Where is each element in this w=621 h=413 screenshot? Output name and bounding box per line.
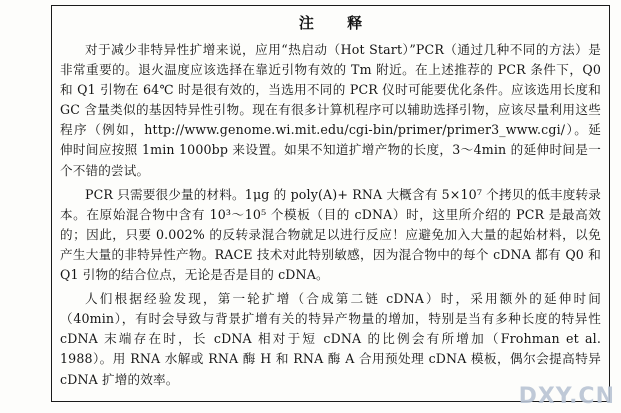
notes-box <box>51 5 610 402</box>
notes-paragraph-2: PCR 只需要很少量的材料。1μg 的 poly(A)+ RNA 大概含有 5×10⁷ 个拷贝的低丰度转录本。在原始混合物中含有 10³～10⁵ 个模板（目的 cDNA）时，这里所介绍的 PCR 是最高效的；因此，只要 0.002% 的反转录混合物就足以进行反应！应避免加入大量的起始材料，以免产生大量的非特异性产物。RACE 技术对此特别敏感，因为混合物中的每个 cDNA 都有 Q0 和 Q1 引物的结合位点，无论是否是目的 cDNA。 <box>60 186 601 283</box>
notes-paragraph-1: 对于减少非特异性扩增来说，应用“热启动（Hot Start）”PCR（通过几种不同的方法）是非常重要的。退火温度应该选择在靠近引物有效的 Tm 附近。在上述推荐的 PCR 条件下，Q0 和 Q1 引物在 64℃ 时是很有效的，当选用不同的 PCR 仪时可能要优化条件。应该选用长度和 GC 含量类似的基因特异性引物。现在有很多计算机程序可以辅助选择引物，应该尽量利用这些程序（例如，http://www.genome.wi.mit.edu/cgi-bin/primer/primer3_www.cgi/）。延伸时间应按照 1min 1000bp 来设置。如果不知道扩增产物的长度，3～4min 的延伸时间是一个不错的尝试。 <box>60 42 601 178</box>
notes-paragraph-3: 人们根据经验发现，第一轮扩增（合成第二链 cDNA）时，采用额外的延伸时间（40min），有时会导致与背景扩增有关的特异产物量的增加，特别是当有多种长度的特异性 cDNA 末端存在时，长 cDNA 相对于短 cDNA 的比例会有所增加（Frohman et al. 1988）。用 RNA 水解或 RNA 酶 H 和 RNA 酶 A 合用预处理 cDNA 模板，偶尔会提高特异 cDNA 扩增的效率。 <box>60 291 601 387</box>
site-watermark: DXY.CN <box>518 384 615 409</box>
notes-body <box>60 40 601 390</box>
notes-title: 注 释 <box>298 14 377 32</box>
